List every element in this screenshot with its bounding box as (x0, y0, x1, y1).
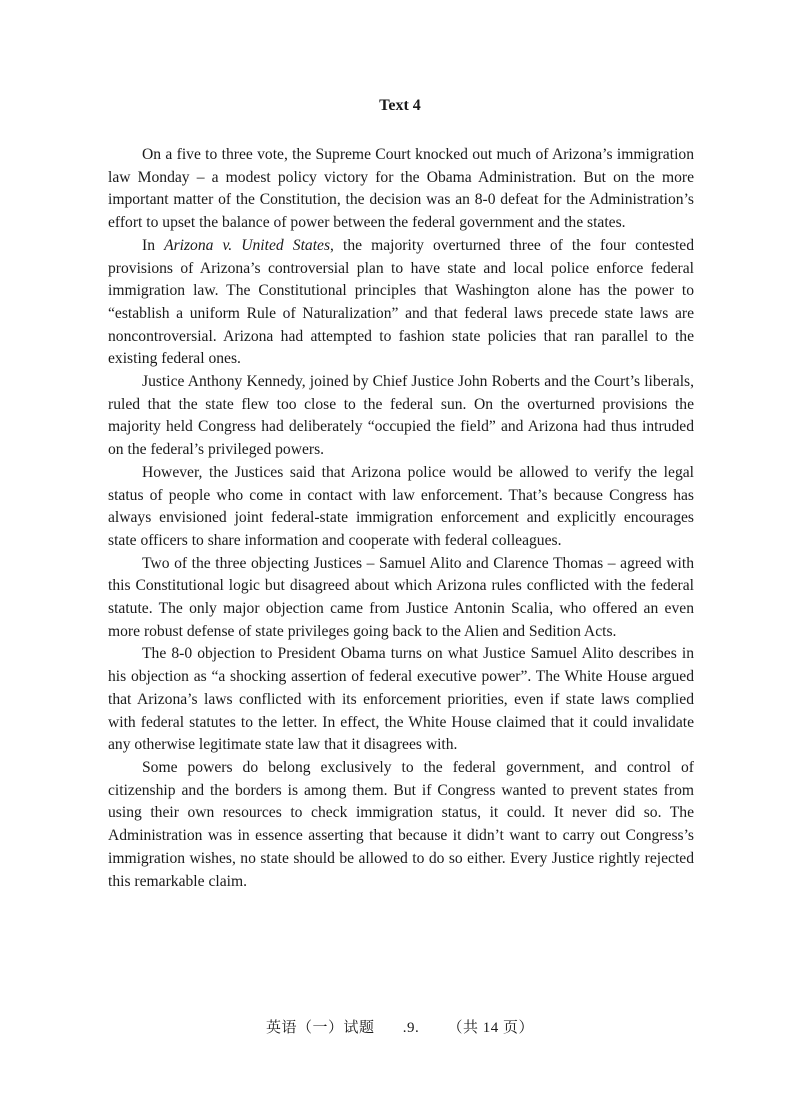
paragraph-3 (108, 371, 694, 462)
paragraph-text: On a five to three vote, the Supreme Court knocked out much of Arizona’s immigration law Monday – a modest policy victory for the Obama Administration. But on the more important matter of the Constitution, the decision was an 8-0 defeat for the Administration’s effort to upset the balance of power between the federal government and the states. (108, 146, 694, 232)
footer-page-number: .9. (402, 1020, 420, 1036)
paragraph-2 (108, 235, 694, 371)
paragraph-text: , the majority overturned three of the four contested provisions of Arizona’s controversial plan to have state and local police enforce federal immigration law. The Constitutional principles that Washington alone has the power to “establish a uniform Rule of Naturalization” and that federal laws precede state laws are noncontroversial. Arizona had attempted to fashion state policies that ran parallel to the existing federal ones. (108, 236, 694, 368)
passage-body (108, 144, 694, 893)
page-footer (0, 1018, 800, 1038)
paragraph-7 (108, 757, 694, 893)
paragraph-5 (108, 553, 694, 644)
paragraph-text: Some powers do belong exclusively to the federal government, and control of citizenship and the borders is among them. But if Congress wanted to prevent states from using their own resources to check immigration status, it could. It never did so. The Administration was in essence asserting that because it didn’t want to carry out Congress’s immigration wishes, no state should be allowed to do so either. Every Justice rightly rejected this remarkable claim. (108, 758, 694, 890)
paragraph-text: Justice Anthony Kennedy, joined by Chief Justice John Roberts and the Court’s liberals, ruled that the state flew too close to the federal sun. On the overturned provisions the majority held Congress had deliberately “occupied the field” and Arizona had thus intruded on the federal’s privileged powers. (108, 373, 694, 459)
paragraph-text: In (142, 236, 165, 254)
case-name-italic: Arizona v. United States (164, 236, 331, 254)
footer-total-pages: （共 14 页） (447, 1020, 535, 1036)
paragraph-text: The 8-0 objection to President Obama turns on what Justice Samuel Alito describes in his objection as “a shocking assertion of federal executive power”. The White House argued that Arizona’s laws conflicted with its enforcement priorities, even if state laws complied with federal statutes to the letter. In effect, the White House claimed that it could invalidate any otherwise legitimate state law that it disagrees with. (108, 645, 694, 754)
footer-subject: 英语（一）试题 (265, 1020, 375, 1036)
paragraph-text: However, the Justices said that Arizona police would be allowed to verify the legal status of people who come in contact with law enforcement. That’s because Congress has always envisioned joint federal-state immigration enforcement and explicitly encourages state officers to share information and cooperate with federal colleagues. (108, 463, 694, 549)
paragraph-1 (108, 144, 694, 235)
text-title: Text 4 (379, 97, 421, 114)
paragraph-4 (108, 462, 694, 553)
paragraph-6 (108, 643, 694, 757)
paragraph-text: Two of the three objecting Justices – Samuel Alito and Clarence Thomas – agreed with this Constitutional logic but disagreed about which Arizona rules conflicted with the federal statute. The only major objection came from Justice Antonin Scalia, who offered an even more robust defense of state privileges going back to the Alien and Sedition Acts. (108, 554, 694, 640)
